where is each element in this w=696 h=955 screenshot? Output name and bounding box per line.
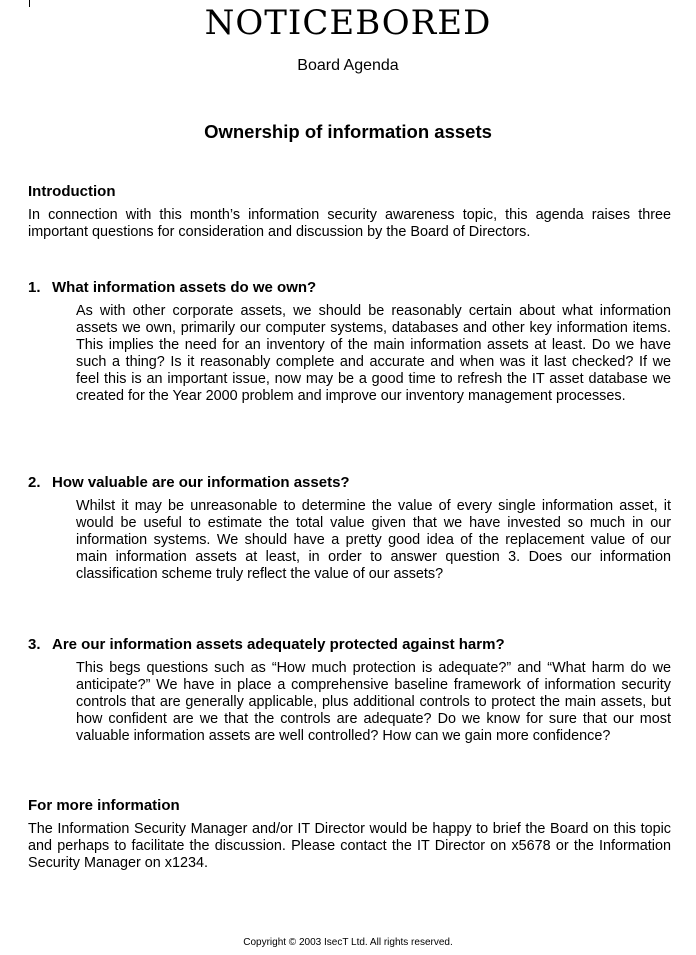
question-1-text: As with other corporate assets, we should be reasonably certain about what information assets we own, primarily our computer systems, databases and other key information items. This implies the need for an inventory of the main information assets at least. Do we have such a thing? Is it reasonably complete and accurate and when was it last checked? If we feel this is an important issue, now may be a good time to refresh the IT asset database we created for the Year 2000 problem and improve our inventory management processes.	[76, 303, 671, 404]
question-1-heading	[28, 279, 316, 296]
copyright-footer: Copyright © 2003 IsecT Ltd. All rights reserved.	[243, 937, 453, 948]
question-number: 1.	[28, 279, 41, 296]
question-3-heading	[28, 636, 505, 653]
question-number: 2.	[28, 474, 41, 491]
more-info-heading: For more information	[28, 797, 180, 814]
question-title: What information assets do we own?	[52, 279, 317, 296]
document-title: Ownership of information assets	[204, 121, 492, 142]
question-title: Are our information assets adequately protected against harm?	[52, 636, 505, 653]
noticebored-logo: NOTICEBORED	[204, 3, 492, 43]
question-2-text: Whilst it may be unreasonable to determine the value of every single information asset, it would be useful to estimate the total value given that we have invested so much in our information systems. We should have a pretty good idea of the replacement value of our main information assets at least, in order to answer question 3. Does our information classification scheme truly reflect the value of our assets?	[76, 498, 671, 582]
question-number: 3.	[28, 636, 41, 653]
introduction-heading: Introduction	[28, 183, 116, 200]
question-3-text: This begs questions such as “How much protection is adequate?” and “What harm do we anticipate?” We have in place a comprehensive baseline framework of information security controls that are generally applicable, plus additional controls to protect the main assets, but how confident are we that the controls are adequate? Do we know for sure that our most valuable information assets are well controlled? How can we gain more confidence?	[76, 660, 671, 744]
question-2-heading	[28, 474, 350, 491]
introduction-text: In connection with this month’s information security awareness topic, this agenda raises three important questions for consideration and discussion by the Board of Directors.	[28, 207, 671, 240]
more-info-text: The Information Security Manager and/or IT Director would be happy to brief the Board on this topic and perhaps to facilitate the discussion. Please contact the IT Director on x5678 or the Information Security Manager on x1234.	[28, 821, 671, 871]
document-subtitle: Board Agenda	[297, 57, 399, 74]
question-title: How valuable are our information assets?	[52, 474, 350, 491]
